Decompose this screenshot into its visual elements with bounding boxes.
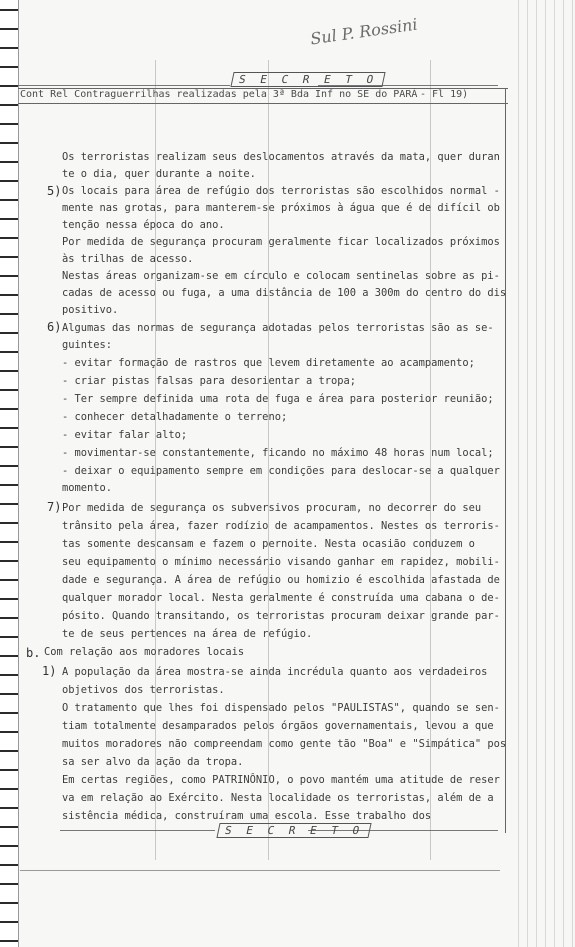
list-item: - conhecer detalhadamente o terreno; [62,411,288,423]
text-line: muitos moradores não compreendam como gente tão "Boa" e "Simpática" pos [62,738,507,750]
text-line: sa ser alvo da ação da tropa. [62,756,244,768]
text-line: dade e segurança. A área de refúgio ou homizio é escolhida afastada de [62,574,500,586]
list-item: - criar pistas falsas para desorientar a tropa; [62,375,357,387]
text-line: objetivos dos terroristas. [62,684,225,696]
text-line: qualquer morador local. Nesta geralmente é construída uma cabana o de- [62,592,500,604]
text-line: Os locais para área de refúgio dos terroristas são escolhidos normal - [62,185,500,197]
item-number: 1) [42,664,57,678]
list-item: momento. [62,482,113,494]
text-line: A população da área mostra-se ainda incrédula quanto aos verdadeiros [62,666,488,678]
classification-top: S E C R E T O [230,72,385,87]
list-item: - movimentar-se constantemente, ficando no máximo 48 horas num local; [62,447,494,459]
page-edge-shadow [515,0,575,947]
binder-holes [0,0,19,947]
rule [60,830,215,831]
text-line: Algumas das normas de segurança adotadas pelos terroristas são as se- [62,322,494,334]
text-line: va em relação ao Exército. Nesta localidade os terroristas, além de a [62,792,494,804]
classification-bottom: S E C R E T O [216,823,371,838]
section-heading: Com relação aos moradores locais [44,646,245,658]
text-line: mente nas grotas, para manterem-se próximos à água que é de difícil ob [62,202,500,214]
text-line: pósito. Quando transitando, os terroristas procuram deixar grande par- [62,610,500,622]
header-sheet-number: - Fl 19) [420,89,469,100]
list-item: - evitar formação de rastros que levem diretamente ao acampamento; [62,357,475,369]
text-line: Os terroristas realizam seus deslocamentos através da mata, quer duran [62,151,500,163]
list-item: - Ter sempre definida uma rota de fuga e área para posterior reunião; [62,393,494,405]
text-line: tas somente descansam e fazem o pernoite. Nesta ocasião conduzem o [62,538,475,550]
text-line: guintes: [62,339,113,351]
text-line: Em certas regiões, como PATRINÔNIO, o povo mantém uma atitude de reser [62,774,500,786]
text-line: positivo. [62,304,119,316]
text-line: seu equipamento o mínimo necessário visando ganhar em rapidez, mobili- [62,556,500,568]
page-header [20,89,469,100]
rule [20,870,500,871]
list-item: - deixar o equipamento sempre em condições para deslocar-se a qualquer [62,465,500,477]
text-line: sistência médica, construíram uma escola. Esse trabalho dos [62,810,432,822]
text-line: trânsito pela área, fazer rodízio de acampamentos. Nestes os terroris- [62,520,500,532]
item-number: 5) [47,184,62,198]
item-number: 7) [47,500,62,514]
text-line: Nestas áreas organizam-se em círculo e colocam sentinelas sobre as pi- [62,270,500,282]
item-number: 6) [47,320,62,334]
text-line: te o dia, quer durante a noite. [62,168,256,180]
text-line: Por medida de segurança procuram geralmente ficar localizados próximos [62,236,500,248]
text-line: cadas de acesso ou fuga, a uma distância de 100 a 300m do centro do dis [62,287,507,299]
text-line: Por medida de segurança os subversivos procuram, no decorrer do seu [62,502,482,514]
text-line: tiam totalmente desamparados pelos órgãos governamentais, levou a que [62,720,494,732]
header-title: Cont Rel Contraguerrilhas realizadas pela 3ª Bda Inf no SE do PARÁ [20,89,418,100]
text-line: te de seus pertences na área de refúgio. [62,628,313,640]
list-item: - evitar falar alto; [62,429,188,441]
frame-right [505,88,506,833]
rule [18,85,230,86]
text-line: tenção nessa época do ano. [62,219,225,231]
section-letter: b. [26,646,41,660]
handwritten-signature: Sul P. Rossini [309,14,419,49]
text-line: O tratamento que lhes foi dispensado pelos "PAULISTAS", quando se sen- [62,702,500,714]
text-line: às trilhas de acesso. [62,253,194,265]
